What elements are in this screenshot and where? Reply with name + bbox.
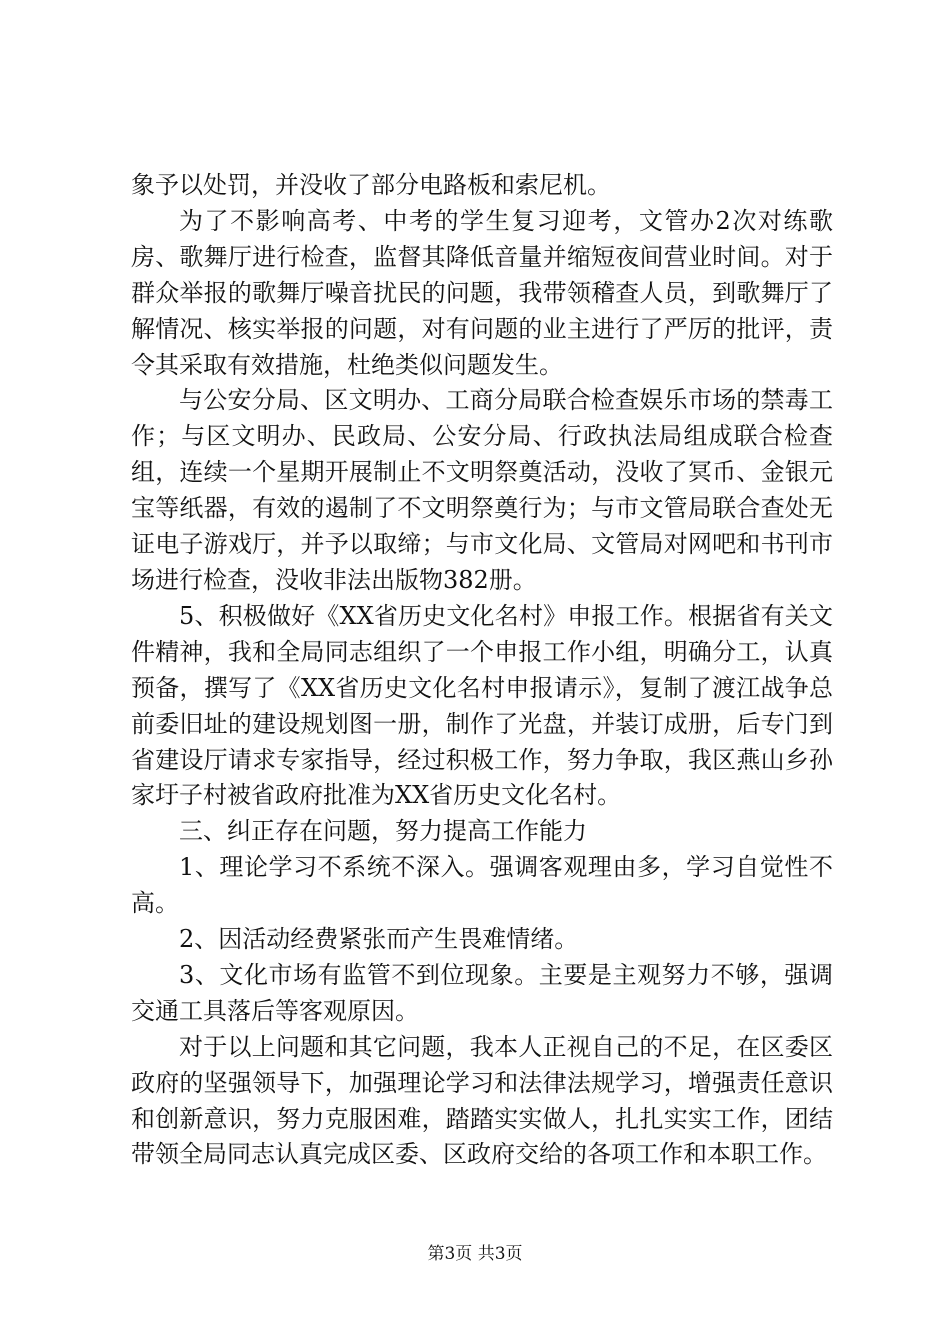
page-number-footer: 第3页 共3页: [427, 1244, 523, 1264]
list-item-theory-study: 1、理论学习不系统不深入。强调客观理由多，学习自觉性不高。: [131, 853, 833, 918]
paragraph-exam-noise: 为了不影响高考、中考的学生复习迎考，文管办2次对练歌房、歌舞厅进行检查，监督其降低音量并缩短夜间营业时间。对于群众举报的歌舞厅噪音扰民的问题，我带领稽查人员，到歌舞厅了解情况、核实举报的问题，对有问题的业主进行了严厉的批评，责令其采取有效措施，杜绝类似问题发生。: [131, 206, 833, 379]
list-item-funding: 2、因活动经费紧张而产生畏难情绪。: [179, 925, 579, 954]
paragraph-conclusion: 对于以上问题和其它问题，我本人正视自己的不足，在区委区政府的坚强领导下，加强理论学习和法律法规学习，增强责任意识和创新意识，努力克服困难，踏踏实实做人，扎扎实实工作，团结带领全局同志认真完成区委、区政府交给的各项工作和本职工作。: [131, 1032, 833, 1169]
paragraph-continuation: 象予以处罚，并没收了部分电路板和索尼机。: [131, 171, 611, 199]
section-heading-problems: 三、纠正存在问题，努力提高工作能力: [179, 817, 587, 846]
list-item-market-supervision: 3、文化市场有监管不到位现象。主要是主观努力不够，强调交通工具落后等客观原因。: [131, 960, 833, 1025]
document-body: [131, 168, 833, 1173]
paragraph-historic-village: 5、积极做好《XX省历史文化名村》申报工作。根据省有关文件精神，我和全局同志组织了一个申报工作小组，明确分工，认真预备，撰写了《XX省历史文化名村申报请示》，复制了渡江战争总前委旧址的建设规划图一册，制作了光盘，并装订成册，后专门到省建设厅请求专家指导，经过积极工作，努力争取，我区燕山乡孙家圩子村被省政府批准为XX省历史文化名村。: [131, 601, 833, 810]
paragraph-joint-inspection: 与公安分局、区文明办、工商分局联合检查娱乐市场的禁毒工作；与区文明办、民政局、公安分局、行政执法局组成联合检查组，连续一个星期开展制止不文明祭奠活动，没收了冥币、金银元宝等纸器，有效的遏制了不文明祭奠行为；与市文管局联合查处无证电子游戏厅，并予以取缔；与市文化局、文管局对网吧和书刊市场进行检查，没收非法出版物382册。: [131, 386, 833, 594]
